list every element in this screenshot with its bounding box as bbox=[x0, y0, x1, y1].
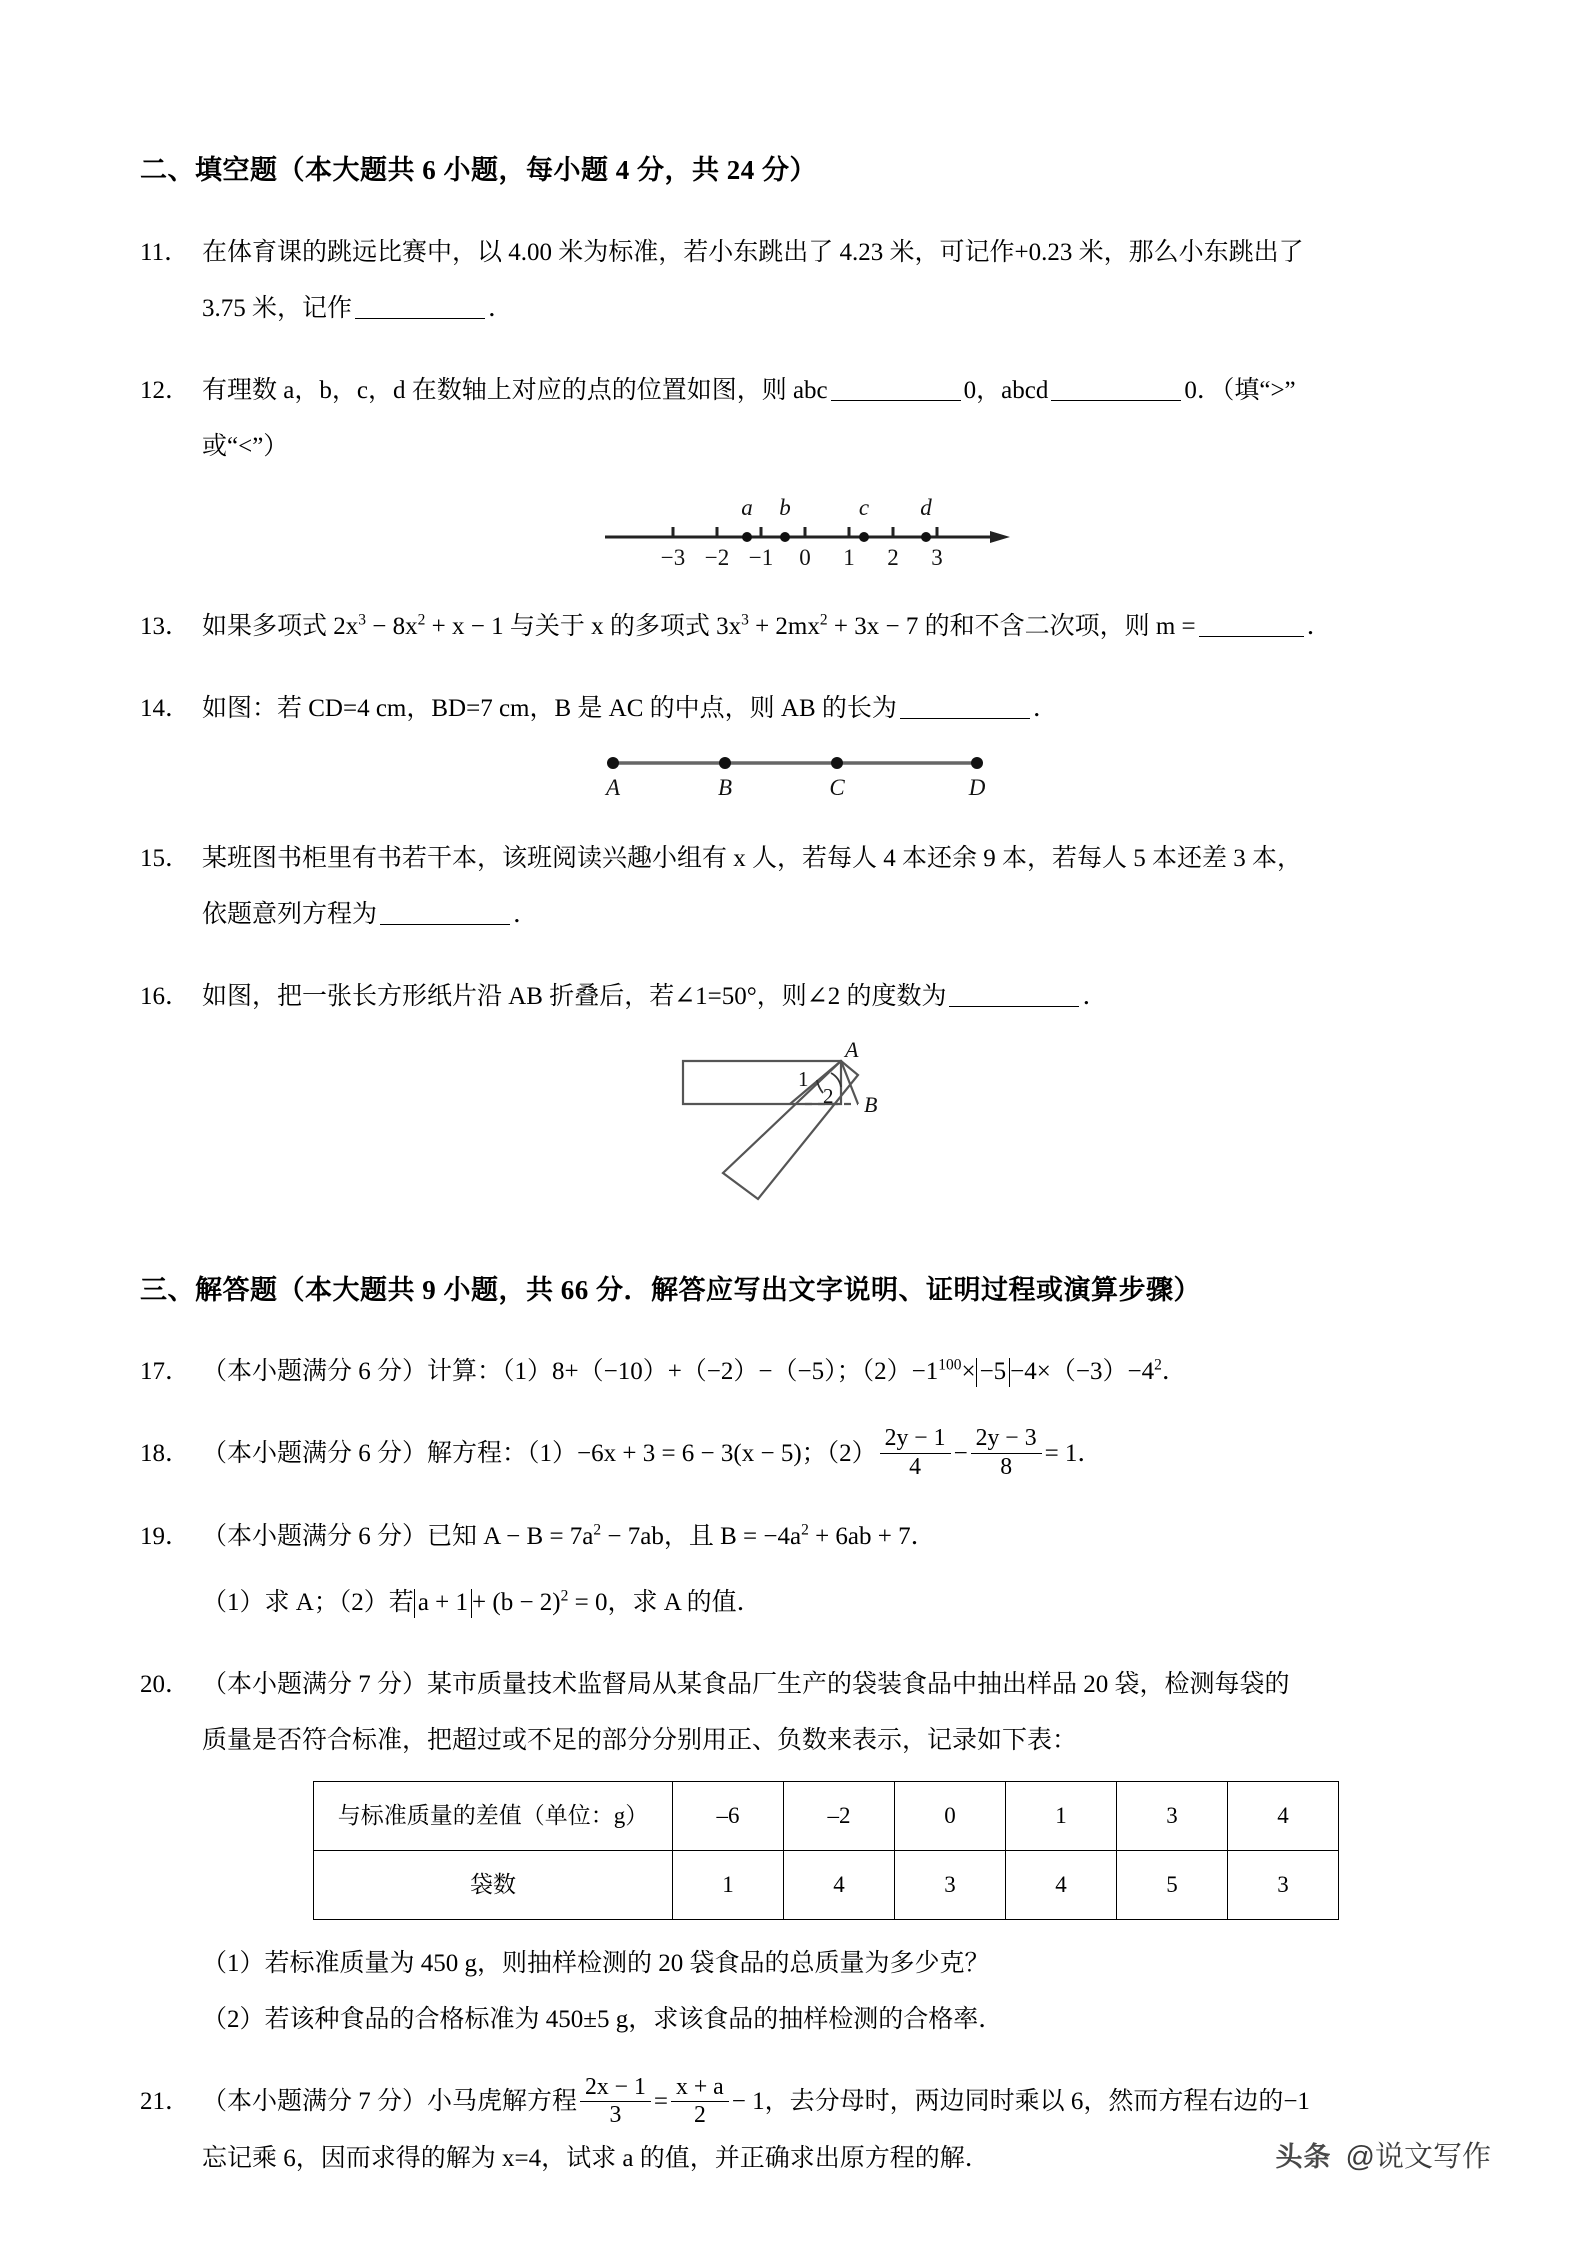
fraction bbox=[671, 2074, 729, 2130]
exponent: 2 bbox=[1154, 1356, 1162, 1374]
question-text: −4×（−3）−4 bbox=[1010, 1358, 1155, 1385]
question-line: （本小题满分 7 分）某市质量技术监督局从某食品厂生产的袋装食品中抽出样品 20 袋，检测每袋的 bbox=[202, 1671, 1290, 1699]
svg-text:0: 0 bbox=[799, 544, 811, 570]
segment-figure bbox=[140, 743, 1450, 805]
table-cell: 1 bbox=[673, 1851, 784, 1920]
question-text: − 1，去分母时，两边同时乘以 6，然而方程右边的−1 bbox=[731, 2088, 1310, 2116]
svg-text:−1: −1 bbox=[748, 544, 774, 570]
question-text: ． bbox=[1082, 982, 1108, 1010]
fraction bbox=[971, 1425, 1042, 1481]
exponent: 3 bbox=[741, 611, 749, 629]
svg-text:d: d bbox=[920, 494, 932, 520]
question-body bbox=[202, 681, 1450, 737]
numerator: 2y − 1 bbox=[880, 1425, 951, 1453]
question-number: 21． bbox=[140, 2088, 191, 2116]
measurement-table bbox=[313, 1781, 1339, 1920]
question-number: 17． bbox=[140, 1358, 191, 1385]
question-line bbox=[202, 363, 1450, 419]
table-cell: 3 bbox=[895, 1851, 1006, 1920]
question-body bbox=[202, 599, 1450, 655]
question-body bbox=[202, 969, 1450, 1025]
question-text: （本小题满分 6 分）已知 A − B = 7a bbox=[202, 1523, 594, 1551]
svg-text:3: 3 bbox=[931, 544, 943, 570]
question-number: 20． bbox=[140, 1671, 191, 1699]
svg-text:b: b bbox=[779, 494, 791, 520]
question-line: 或“<”） bbox=[202, 432, 289, 460]
exponent: 100 bbox=[938, 1356, 962, 1374]
svg-text:c: c bbox=[858, 494, 870, 520]
exponent: 3 bbox=[358, 611, 367, 629]
question-body bbox=[202, 1344, 1450, 1400]
question-body bbox=[202, 1657, 1450, 2048]
folded-paper-figure bbox=[140, 1031, 1450, 1216]
denominator: 4 bbox=[909, 1453, 922, 1480]
question-text: 如图：若 CD=4 cm，BD=7 cm，B 是 AC 的中点，则 AB 的长为 bbox=[202, 694, 897, 722]
question-text: − 7ab，且 B = −4a bbox=[601, 1523, 802, 1551]
question-text: ． bbox=[1306, 612, 1332, 640]
numerator: 2x − 1 bbox=[580, 2074, 651, 2102]
answer-blank[interactable] bbox=[355, 296, 485, 319]
row-header-difference: 与标准质量的差值（单位：g） bbox=[314, 1782, 673, 1851]
question-20 bbox=[140, 1657, 1450, 2048]
denominator: 8 bbox=[1000, 1453, 1013, 1480]
svg-text:C: C bbox=[829, 774, 845, 800]
watermark-handle: @说文写作 bbox=[1345, 2141, 1491, 2173]
question-15 bbox=[140, 831, 1450, 943]
svg-text:1: 1 bbox=[843, 544, 855, 570]
page-content bbox=[140, 150, 1450, 2213]
question-14 bbox=[140, 681, 1450, 805]
question-text: + 3x − 7 的和不含二次项，则 m = bbox=[827, 612, 1196, 640]
question-11 bbox=[140, 225, 1450, 337]
question-19 bbox=[140, 1509, 1450, 1631]
denominator: 2 bbox=[693, 2101, 706, 2128]
question-text: （本小题满分 7 分）小马虎解方程 bbox=[202, 2088, 578, 2116]
question-number: 12． bbox=[140, 376, 191, 404]
table-cell: –2 bbox=[784, 1782, 895, 1851]
answer-blank[interactable] bbox=[1199, 614, 1304, 637]
question-text: + x − 1 与关于 x 的多项式 3x bbox=[425, 612, 742, 640]
toutiao-logo: 头条 bbox=[1275, 2142, 1332, 2172]
question-number: 18． bbox=[140, 1440, 191, 1467]
measurement-table-wrap bbox=[202, 1781, 1450, 1920]
question-number: 14． bbox=[140, 694, 191, 722]
table-cell: 3 bbox=[1117, 1782, 1228, 1851]
question-21 bbox=[140, 2074, 1450, 2187]
question-number: 13． bbox=[140, 612, 191, 640]
section-2-heading: 二、填空题（本大题共 6 小题，每小题 4 分，共 24 分） bbox=[140, 155, 817, 185]
question-line bbox=[202, 281, 1450, 337]
question-text: + (b − 2) bbox=[472, 1589, 561, 1617]
question-body bbox=[202, 831, 1450, 943]
svg-text:B: B bbox=[717, 774, 733, 800]
question-body bbox=[202, 1426, 1450, 1483]
exponent: 2 bbox=[819, 611, 828, 629]
answer-blank[interactable] bbox=[1051, 378, 1181, 401]
fraction bbox=[880, 1425, 951, 1481]
denominator: 3 bbox=[609, 2101, 622, 2128]
question-line bbox=[202, 1426, 1450, 1483]
question-13 bbox=[140, 599, 1450, 655]
table-cell: 3 bbox=[1228, 1851, 1339, 1920]
question-18 bbox=[140, 1426, 1450, 1483]
folded-paper-svg bbox=[645, 1031, 945, 1216]
question-line bbox=[202, 969, 1450, 1025]
question-number: 16． bbox=[140, 982, 191, 1010]
question-body bbox=[202, 1509, 1450, 1631]
svg-text:a: a bbox=[741, 494, 753, 520]
number-line-figure bbox=[140, 481, 1450, 573]
numerator: 2y − 3 bbox=[971, 1425, 1042, 1453]
watermark bbox=[1276, 2134, 1491, 2175]
question-body bbox=[202, 2074, 1450, 2187]
svg-text:D: D bbox=[968, 774, 986, 800]
question-text: 有理数 a，b，c，d 在数轴上对应的点的位置如图，则 abc bbox=[202, 376, 828, 404]
svg-text:−2: −2 bbox=[704, 544, 730, 570]
question-line: 质量是否符合标准，把超过或不足的部分分别用正、负数来表示，记录如下表： bbox=[202, 1727, 1078, 1755]
table-cell: 4 bbox=[1228, 1782, 1339, 1851]
question-text: 依题意列方程为 bbox=[202, 900, 378, 928]
svg-text:2: 2 bbox=[887, 544, 899, 570]
question-text: + 6ab + 7． bbox=[808, 1523, 936, 1551]
question-text: ． bbox=[513, 900, 539, 928]
question-line: 某班图书柜里有书若干本，该班阅读兴趣小组有 x 人，若每人 4 本还余 9 本，若每人 5 本还差 3 本， bbox=[202, 844, 1303, 872]
question-text: + 2mx bbox=[748, 612, 820, 640]
question-text: = 1． bbox=[1044, 1440, 1103, 1467]
exponent: 2 bbox=[593, 1521, 602, 1539]
numerator: x + a bbox=[671, 2074, 729, 2102]
answer-blank[interactable] bbox=[380, 902, 510, 925]
question-text: 0．（填“>” bbox=[1184, 376, 1296, 404]
question-text: = 0，求 A 的值． bbox=[568, 1589, 762, 1617]
absolute-value: −5 bbox=[976, 1358, 1011, 1387]
exponent: 2 bbox=[801, 1521, 809, 1539]
table-cell: 1 bbox=[1006, 1782, 1117, 1851]
question-16 bbox=[140, 969, 1450, 1216]
question-text: 如图，把一张长方形纸片沿 AB 折叠后，若∠1=50°，则∠2 的度数为 bbox=[202, 982, 947, 1010]
table-cell: 4 bbox=[784, 1851, 895, 1920]
question-text: ． bbox=[488, 294, 514, 322]
question-body bbox=[202, 225, 1450, 337]
fraction bbox=[580, 2074, 651, 2130]
row-header-count: 袋数 bbox=[314, 1851, 673, 1920]
question-text: × bbox=[961, 1358, 976, 1385]
question-12 bbox=[140, 363, 1450, 573]
svg-text:1: 1 bbox=[798, 1066, 809, 1091]
table-cell: –6 bbox=[673, 1782, 784, 1851]
segment-svg bbox=[585, 743, 1005, 805]
answer-blank[interactable] bbox=[900, 696, 1030, 719]
question-line bbox=[202, 887, 1450, 943]
section-3-heading: 三、解答题（本大题共 9 小题，共 66 分．解答应写出文字说明、证明过程或演算步骤） bbox=[140, 1274, 1201, 1305]
question-text: （本小题满分 6 分）解方程：（1）−6x + 3 = 6 − 3(x − 5)；（2） bbox=[202, 1440, 877, 1467]
answer-blank[interactable] bbox=[831, 378, 961, 401]
question-line bbox=[202, 681, 1450, 737]
question-body bbox=[202, 363, 1450, 475]
table-row bbox=[314, 1851, 1339, 1920]
question-line bbox=[202, 1344, 1450, 1400]
question-text: 0，abcd bbox=[963, 376, 1049, 404]
svg-text:A: A bbox=[845, 1036, 859, 1062]
question-line bbox=[202, 599, 1450, 655]
answer-blank[interactable] bbox=[949, 984, 1079, 1007]
question-text: 如果多项式 2x bbox=[202, 612, 359, 640]
question-17 bbox=[140, 1344, 1450, 1400]
question-subpart: （1）若标准质量为 450 g，则抽样检测的 20 袋食品的总质量为多少克？ bbox=[202, 1950, 990, 1978]
question-text: 3.75 米，记作 bbox=[202, 294, 353, 322]
table-row bbox=[314, 1782, 1339, 1851]
question-line: 忘记乘 6，因而求得的解为 x=4，试求 a 的值，并正确求出原方程的解． bbox=[202, 2145, 990, 2173]
svg-text:A: A bbox=[605, 774, 621, 800]
question-text: − bbox=[953, 1440, 968, 1467]
question-line bbox=[202, 1509, 1450, 1565]
question-text: ． bbox=[1161, 1358, 1187, 1385]
question-line: 在体育课的跳远比赛中，以 4.00 米为标准，若小东跳出了 4.23 米，可记作+0.23 米，那么小东跳出了 bbox=[202, 238, 1304, 266]
svg-text:−3: −3 bbox=[660, 544, 686, 570]
question-number: 15． bbox=[140, 844, 191, 872]
question-line bbox=[202, 1575, 1450, 1631]
table-cell: 0 bbox=[895, 1782, 1006, 1851]
table-cell: 4 bbox=[1006, 1851, 1117, 1920]
question-text: （1）求 A；（2）若 bbox=[202, 1589, 414, 1617]
question-text: （本小题满分 6 分）计算：（1）8+（−10）+（−2）−（−5）；（2）−1 bbox=[202, 1358, 939, 1385]
question-text: ． bbox=[1032, 694, 1058, 722]
question-line bbox=[202, 2074, 1450, 2131]
svg-text:B: B bbox=[864, 1091, 878, 1117]
absolute-value: a + 1 bbox=[414, 1589, 472, 1618]
question-number: 11． bbox=[140, 238, 190, 266]
exponent: 2 bbox=[417, 611, 426, 629]
exponent: 2 bbox=[560, 1587, 569, 1605]
question-text: = bbox=[653, 2088, 669, 2116]
question-text: − 8x bbox=[366, 612, 418, 640]
table-cell: 5 bbox=[1117, 1851, 1228, 1920]
question-subpart: （2）若该种食品的合格标准为 450±5 g，求该食品的抽样检测的合格率． bbox=[202, 2006, 1004, 2034]
svg-text:2: 2 bbox=[823, 1083, 834, 1108]
question-number: 19． bbox=[140, 1523, 191, 1551]
number-line-svg bbox=[565, 481, 1025, 573]
